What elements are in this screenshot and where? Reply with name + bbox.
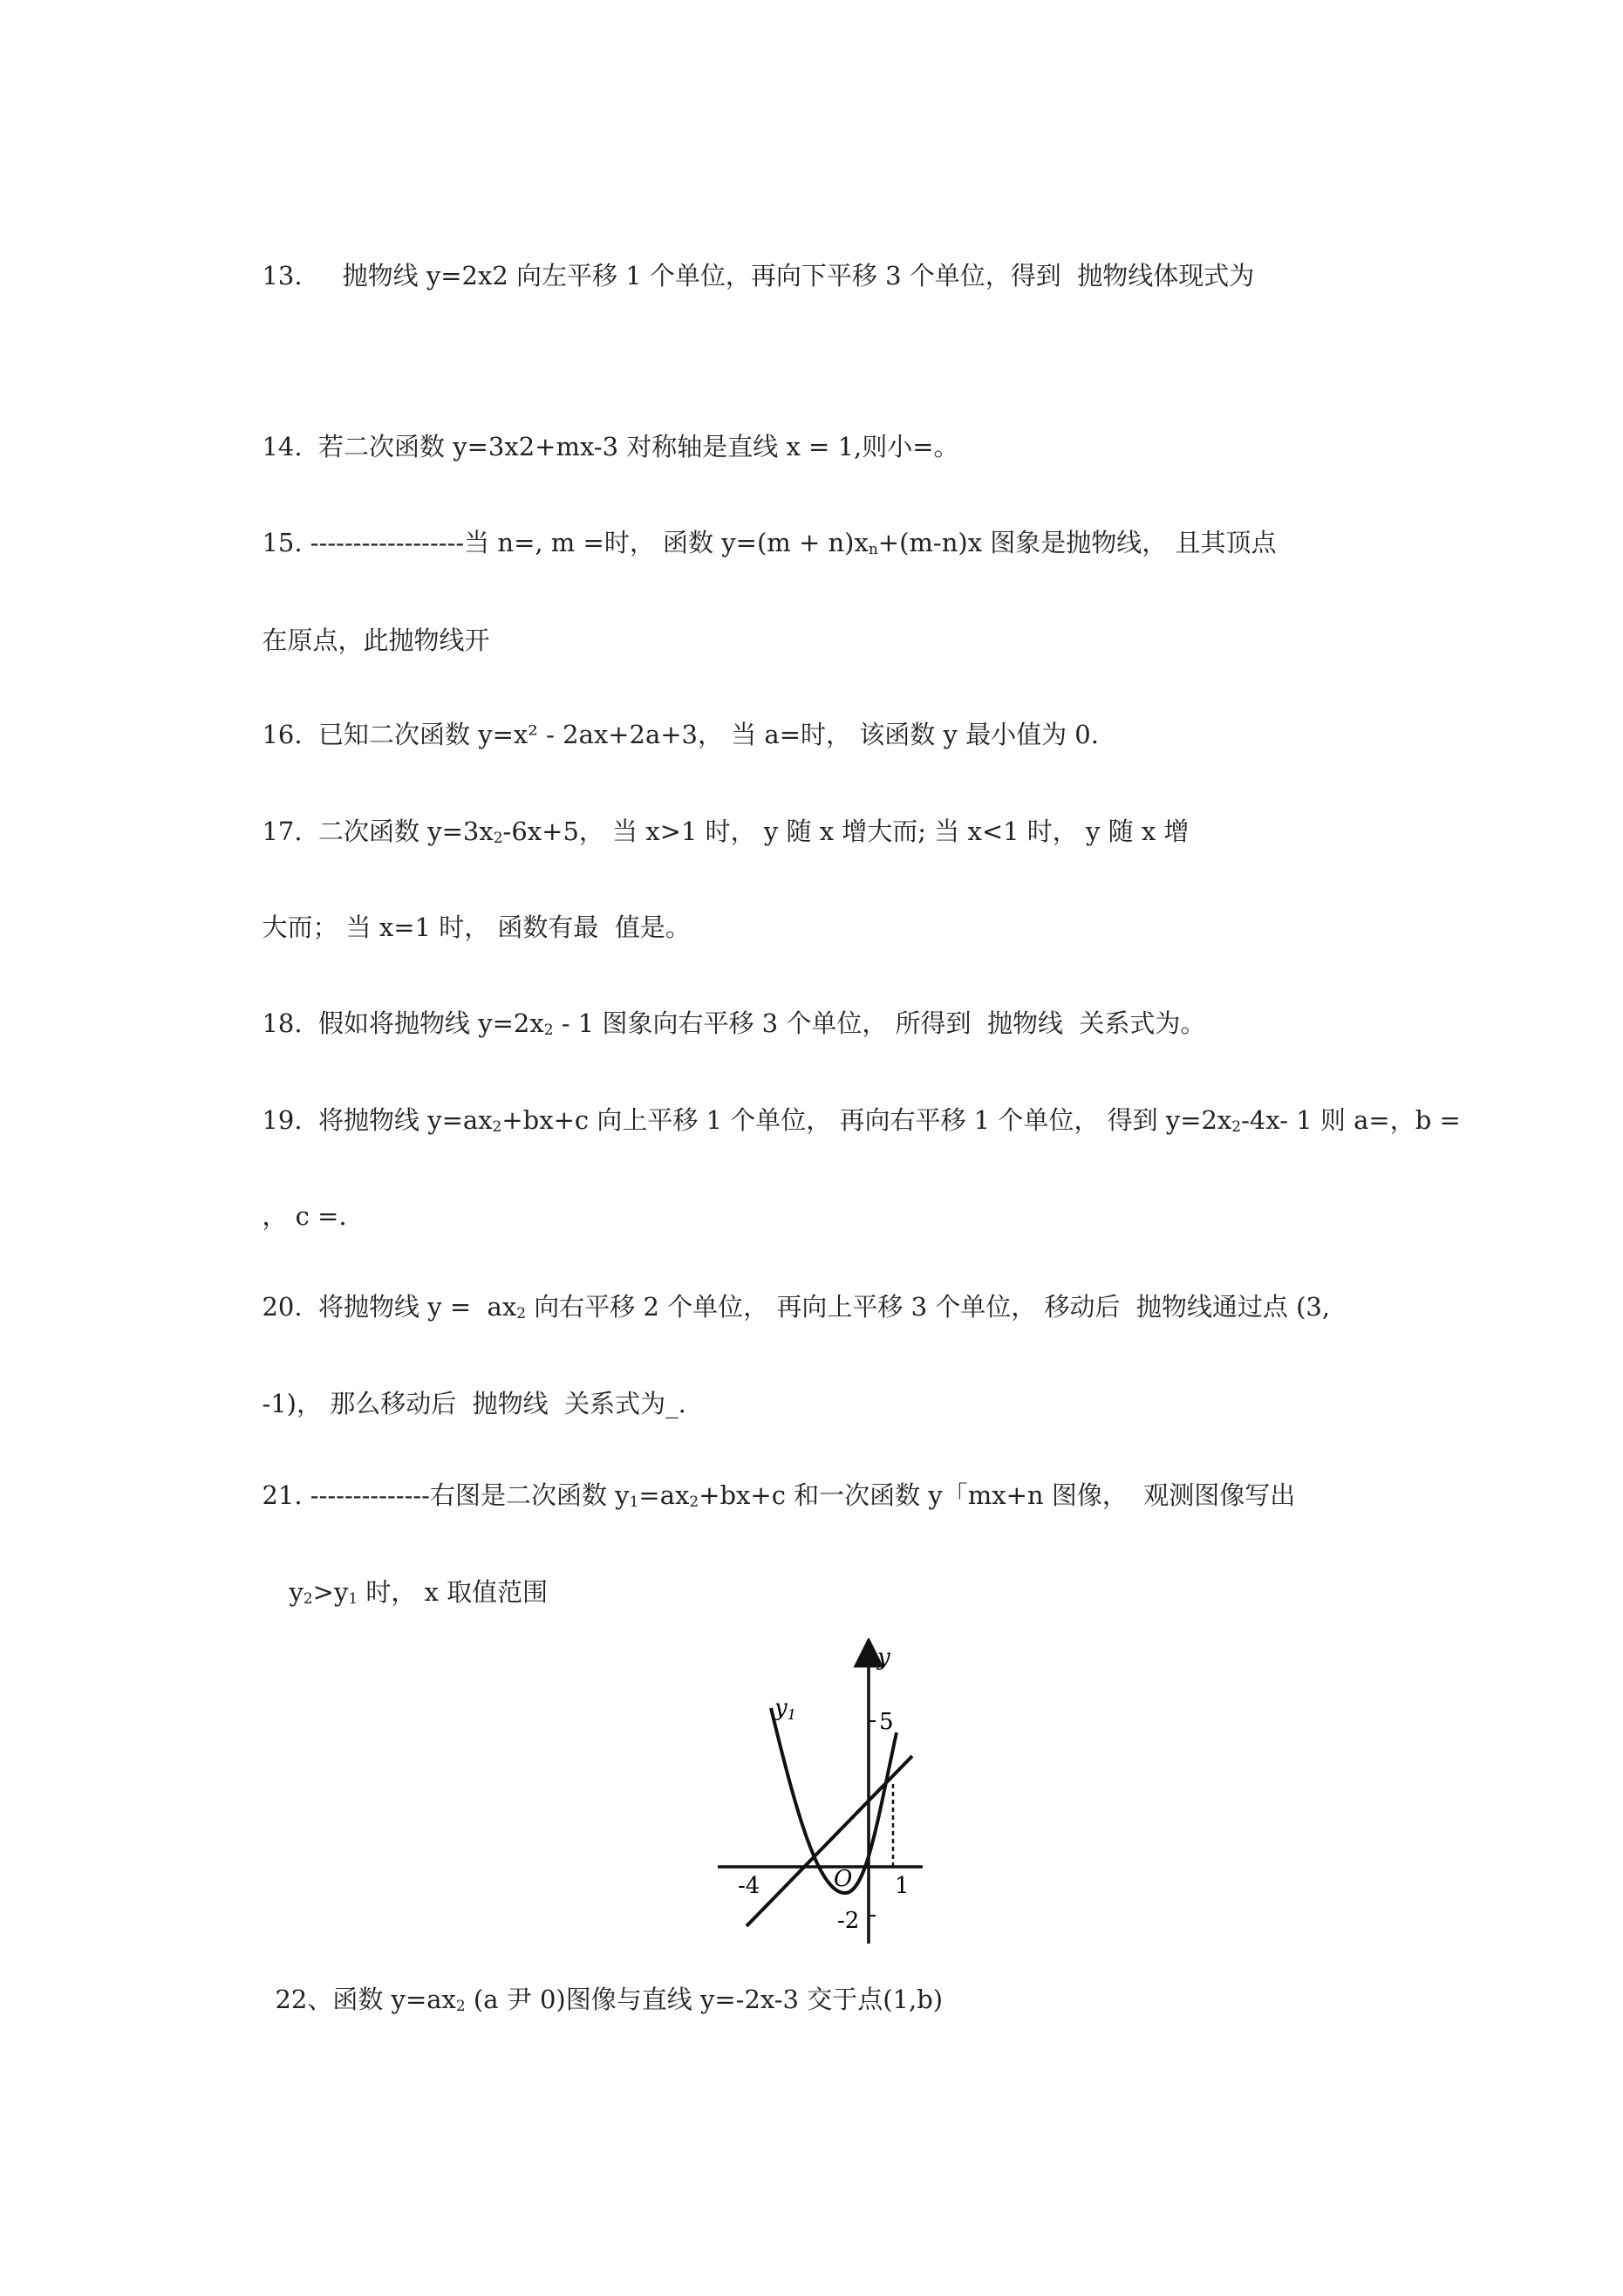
problem-number: 19. [262,1105,303,1135]
problem-20 [246,1260,1330,1329]
problem-text: -4x- 1 则 a=，b = [1241,1105,1461,1135]
subscript: 2 [543,1022,554,1039]
problem-number: 17. [262,817,303,846]
problem-text: y [289,1577,303,1607]
problem-text: 向右平移 2 个单位， 再向上平移 3 个单位， 移动后 抛物线通过点 (3, [526,1292,1331,1322]
subscript: 1 [629,1493,639,1511]
problem-15-continuation [246,593,489,656]
problem-text: 假如将抛物线 y=2x [318,1008,544,1038]
subscript: 2 [492,1118,502,1136]
problem-text: (a 尹 0)图像与直线 y=-2x-3 交于点(1,b) [465,1985,944,2014]
tick-label-neg4: -4 [738,1873,760,1899]
tick-label-neg2: -2 [837,1908,860,1934]
subscript: 2 [516,1305,527,1322]
problem-text: 当 n=, m =时， 函数 y=(m + n)x [464,528,869,557]
subscript: 2 [455,1998,466,2015]
subscript: 2 [689,1493,699,1511]
problem-text: 已知二次函数 y=x² - 2ax+2a+3， 当 a=时， 该函数 y 最小值为 0. [318,720,1099,749]
problem-text: 时， x 取值范围 [358,1577,549,1607]
answer-blank: ------------------ [310,528,465,557]
problem-text: 将抛物线 y = ax [318,1292,517,1322]
subscript: 1 [348,1590,358,1608]
problem-text: 若二次函数 y=3x2+mx-3 对称轴是直线 x = 1,则小=。 [318,432,959,461]
answer-blank: -------------- [310,1480,430,1510]
problem-text: -1)， 那么移动后 抛物线 关系式为_. [262,1389,686,1418]
y-axis-label: y [877,1644,890,1671]
problem-18 [246,976,1205,1046]
problem-text: 在原点，此抛物线开 [262,625,490,655]
problem-20-continuation [246,1356,686,1419]
problem-text: 抛物线 y=2x2 向左平移 1 个单位，再向下平移 3 个单位，得到 抛物线体现式为 [342,261,1255,290]
origin-label: O [834,1866,853,1892]
problem-text: +bx+c 和一次函数 y「mx+n 图像， 观测图像写出 [699,1480,1296,1510]
problem-19-continuation [246,1169,347,1232]
problem-number: 16. [262,720,303,749]
problem-17-continuation [246,880,691,943]
problem-16 [246,687,1099,750]
problem-text: +bx+c 向上平移 1 个单位， 再向右平移 1 个单位， 得到 y=2x [501,1105,1232,1135]
problem-text: =ax [638,1480,690,1510]
problem-text: 函数 y=ax [332,1985,456,2014]
problem-text: 右图是二次函数 y [429,1480,630,1510]
problem-number: 18. [262,1008,303,1038]
problem-17 [246,784,1189,854]
problem-15 [246,495,1277,565]
problem-19 [246,1073,1461,1143]
problem-number: 22、 [275,1985,333,2014]
straight-line [747,1756,912,1926]
subscript: 2 [1231,1118,1242,1136]
problem-text: 大而； 当 x=1 时， 函数有最 值是。 [262,912,691,942]
function-graph-figure [713,1638,927,1948]
problem-number: 15. [262,528,303,557]
subscript: 2 [303,1590,313,1608]
problem-number: 21. [262,1480,303,1510]
problem-21 [246,1448,1295,1518]
problem-text: +(m-n)x 图象是抛物线， 且其顶点 [877,528,1277,557]
subscript: 2 [493,830,503,847]
problem-22 [259,1952,943,2022]
problem-text: - 1 图象向右平移 3 个单位， 所得到 抛物线 关系式为。 [553,1008,1206,1038]
problem-number: 20. [262,1292,303,1322]
problem-13 [246,229,1254,291]
problem-text: -6x+5， 当 x>1 时， y 随 x 增大而; 当 x<1 时， y 随 x 增 [502,817,1190,846]
problem-21-continuation [273,1545,548,1615]
subscript: n [868,541,878,558]
problem-text: 将抛物线 y=ax [318,1105,493,1135]
problem-text: 二次函数 y=3x [318,817,494,846]
curve-label: y1 [774,1695,796,1723]
tick-label-5: 5 [879,1709,894,1735]
problem-number: 13. [262,261,303,290]
problem-text: >y [312,1577,349,1607]
problem-text: ， c =. [262,1201,347,1231]
tick-label-1: 1 [895,1873,910,1899]
problem-14 [246,400,959,462]
problem-number: 14. [262,432,303,461]
